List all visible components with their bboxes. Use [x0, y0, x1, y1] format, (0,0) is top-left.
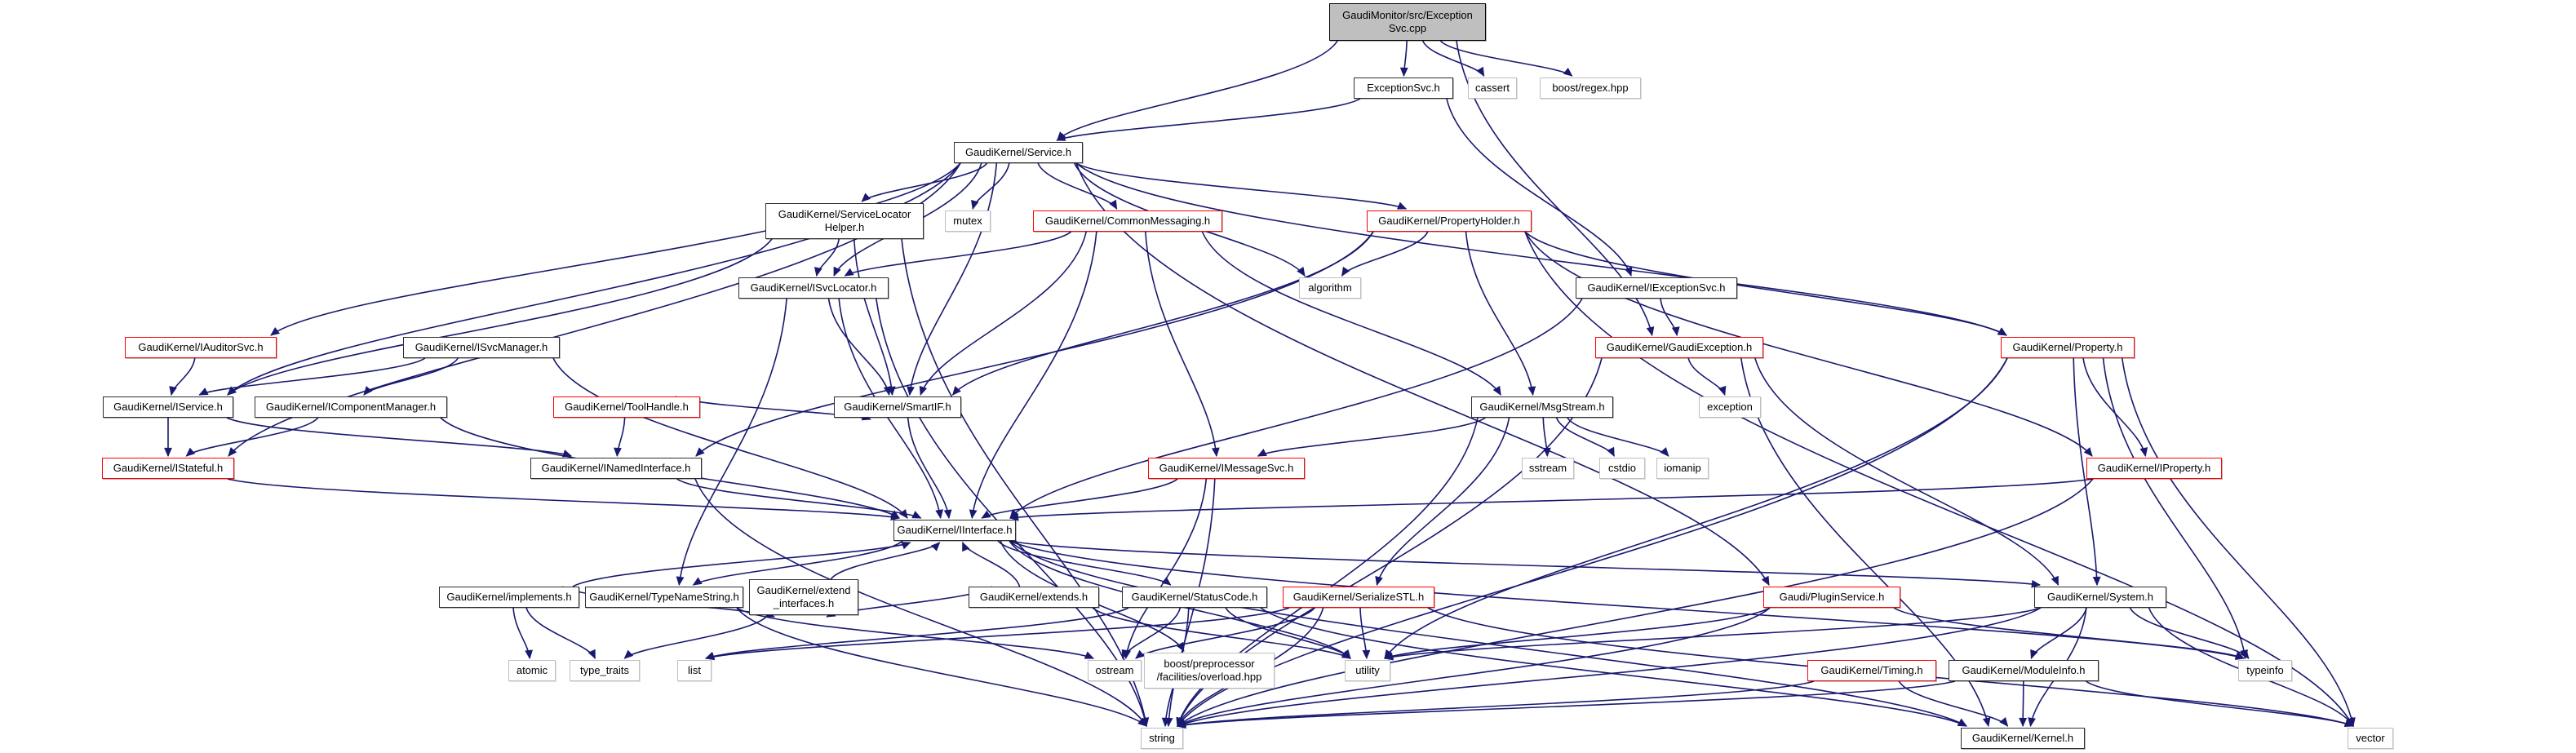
edge-implements-iinterface [573, 543, 910, 587]
node-statuscode[interactable] [1122, 587, 1267, 608]
edge-system-utility [1385, 608, 2041, 658]
node-iomanip [1656, 458, 1709, 479]
node-slh[interactable] [765, 203, 924, 239]
node-label: Svc.cpp [1388, 22, 1427, 34]
node-cassert [1468, 78, 1517, 99]
edge-implements-atomic [513, 608, 530, 658]
node-typeinfo [2238, 660, 2292, 681]
edge-imsgsvc-iinterface [982, 479, 1177, 518]
edge-iinterface-system [1009, 541, 2040, 585]
node-label: GaudiKernel/MsgStream.h [1479, 400, 1605, 413]
edge-main-cassert [1423, 41, 1484, 76]
edge-istateful-iinterface [228, 479, 899, 518]
node-iexcsvc[interactable] [1576, 277, 1737, 299]
node-label: ExceptionSvc.h [1367, 81, 1440, 94]
node-label: cassert [1475, 81, 1510, 94]
node-label: GaudiKernel/IComponentManager.h [265, 400, 437, 413]
node-typetraits [570, 660, 640, 681]
node-label: Gaudi/PluginService.h [1779, 590, 1885, 603]
node-sstream [1522, 458, 1574, 479]
node-label: type_traits [580, 663, 629, 676]
edge-exch-service [1057, 99, 1360, 140]
node-tns[interactable] [585, 587, 743, 608]
node-label: sstream [1528, 461, 1567, 474]
node-label: GaudiKernel/IMessageSvc.h [1159, 461, 1294, 474]
node-algorithm [1299, 277, 1361, 299]
node-string [1141, 728, 1183, 749]
edge-implements-typetraits [526, 608, 595, 658]
node-system[interactable] [2034, 587, 2166, 608]
node-vector [2348, 728, 2393, 749]
node-label: GaudiKernel/IInterface.h [897, 523, 1013, 536]
node-label: GaudiMonitor/src/Exception [1342, 8, 1473, 21]
node-label: GaudiKernel/TypeNameString.h [589, 590, 739, 603]
node-implements[interactable] [439, 587, 579, 608]
node-label: boost/regex.hpp [1552, 81, 1629, 94]
edge-service-commonmsg [1038, 163, 1116, 209]
edge-slh-isvcloc [817, 239, 839, 276]
node-label: GaudiKernel/IAuditorSvc.h [138, 340, 264, 353]
node-smartif[interactable] [834, 396, 961, 418]
node-label: GaudiKernel/IService.h [113, 400, 223, 413]
node-regex [1540, 78, 1641, 99]
node-label: GaudiKernel/System.h [2046, 590, 2154, 603]
node-plugin[interactable] [1763, 587, 1900, 608]
edge-service-iauditor [271, 163, 960, 335]
node-serstl[interactable] [1283, 587, 1434, 608]
node-commonmsg[interactable] [1033, 210, 1222, 232]
node-label: Helper.h [824, 221, 865, 233]
edge-iinterface-statuscode [998, 541, 1171, 585]
edge-isvcloc-tns [679, 299, 787, 585]
node-mutex [945, 210, 991, 232]
node-label: GaudiKernel/StatusCode.h [1131, 590, 1258, 603]
node-istateful[interactable] [102, 458, 234, 479]
edge-slh-iservice [228, 239, 772, 395]
node-property[interactable] [2001, 337, 2135, 358]
node-iprop[interactable] [2086, 458, 2222, 479]
edge-main-service [1057, 41, 1337, 140]
node-iinterface[interactable] [893, 520, 1016, 541]
node-main [1329, 3, 1486, 41]
node-service[interactable] [954, 142, 1083, 163]
node-label: GaudiKernel/IStateful.h [113, 461, 224, 474]
node-imsgsvc[interactable] [1148, 458, 1305, 479]
node-msgstream[interactable] [1471, 396, 1613, 418]
node-label: typeinfo [2246, 663, 2284, 676]
edge-statuscode-ostream [1123, 608, 1181, 658]
edge-isvcmgr-iinterface [553, 358, 907, 518]
node-label: GaudiKernel/INamedInterface.h [541, 461, 691, 474]
edge-modinfo-string [1177, 681, 1955, 726]
edge-service-slh [862, 163, 987, 202]
node-label: ostream [1095, 663, 1134, 676]
node-iservice[interactable] [103, 396, 233, 418]
node-utility [1345, 660, 1390, 681]
node-label: mutex [953, 214, 982, 227]
node-label: iomanip [1664, 461, 1701, 474]
node-label: GaudiKernel/implements.h [446, 590, 572, 603]
edge-main-exch [1404, 41, 1408, 76]
node-propholder[interactable] [1367, 210, 1532, 232]
node-iauditor[interactable] [125, 337, 277, 358]
edge-msgstream-iomanip [1567, 418, 1669, 456]
edge-gaudiexc-system [1755, 358, 2059, 585]
edge-propholder-inamedif [696, 232, 1373, 456]
edge-commonmsg-smartif [920, 232, 1086, 395]
node-label: GaudiKernel/IProperty.h [2097, 461, 2211, 474]
edge-tns-string [737, 608, 1146, 726]
node-label: list [688, 663, 701, 676]
node-label: atomic [516, 663, 548, 676]
node-exch[interactable] [1354, 78, 1453, 99]
node-label: exception [1707, 400, 1753, 413]
edge-slh-string [902, 239, 1146, 726]
node-exception [1699, 396, 1761, 418]
node-label: string [1149, 731, 1175, 744]
edge-commonmsg-iinterface [972, 232, 1097, 518]
node-extif[interactable] [749, 579, 858, 615]
node-label: GaudiKernel/CommonMessaging.h [1044, 214, 1211, 227]
node-label: GaudiKernel/SerializeSTL.h [1292, 590, 1425, 603]
node-label: /facilities/overload.hpp [1156, 671, 1262, 683]
edge-property-typeinfo [2104, 358, 2246, 658]
node-list [677, 660, 712, 681]
node-label: _interfaces.h [773, 597, 835, 609]
node-boostpp [1144, 653, 1275, 689]
node-kernel[interactable] [1961, 728, 2085, 749]
node-extends[interactable] [969, 587, 1099, 608]
edge-property-iprop [2083, 358, 2145, 456]
node-label: GaudiKernel/ISvcLocator.h [750, 281, 877, 294]
node-isvcmgr[interactable] [403, 337, 560, 358]
node-label: GaudiKernel/Kernel.h [1971, 731, 2074, 744]
node-label: GaudiKernel/Property.h [2012, 340, 2123, 353]
node-atomic [508, 660, 556, 681]
edge-extends-utility [1093, 608, 1350, 658]
edge-modinfo-kernel [2023, 681, 2024, 726]
edge-plugin-utility [1385, 608, 1770, 658]
node-label: GaudiKernel/Timing.h [1820, 663, 1923, 676]
node-label: boost/preprocessor [1164, 657, 1255, 670]
node-label: algorithm [1308, 281, 1352, 294]
node-label: GaudiKernel/ToolHandle.h [565, 400, 689, 413]
node-ostream [1088, 660, 1142, 681]
node-label: vector [2356, 731, 2385, 744]
node-label: GaudiKernel/ISvcManager.h [415, 340, 548, 353]
node-label: GaudiKernel/extend [756, 583, 851, 596]
node-label: utility [1355, 663, 1380, 676]
node-label: GaudiKernel/PropertyHolder.h [1378, 214, 1520, 227]
edge-msgstream-cstdio [1557, 418, 1615, 456]
edge-msgstream-imsgsvc [1258, 418, 1486, 456]
node-label: GaudiKernel/extends.h [979, 590, 1088, 603]
edge-propholder-vector [1525, 232, 2353, 726]
edge-commonmsg-msgstream [1202, 232, 1501, 395]
node-isvcloc[interactable] [738, 277, 889, 299]
node-modinfo[interactable] [1949, 660, 2099, 681]
edge-isvcmgr-iservice [199, 358, 424, 395]
node-label: GaudiKernel/IExceptionSvc.h [1587, 281, 1726, 294]
edge-slh-smartif [854, 239, 893, 395]
node-label: GaudiKernel/ModuleInfo.h [1962, 663, 2086, 676]
node-inamedif[interactable] [530, 458, 702, 479]
node-icompmgr[interactable] [255, 396, 447, 418]
node-label: cstdio [1608, 461, 1636, 474]
edge-service-property [1076, 163, 2006, 335]
edge-commonmsg-imsgsvc [1146, 232, 1217, 456]
node-label: GaudiKernel/ServiceLocator [778, 207, 911, 220]
edge-gaudiexc-exception [1688, 358, 1725, 395]
node-label: GaudiKernel/GaudiException.h [1606, 340, 1753, 353]
edge-timing-kernel [1899, 681, 2007, 726]
edge-iauditor-iservice [171, 358, 195, 395]
node-toolhandle[interactable] [553, 396, 700, 418]
node-timing[interactable] [1807, 660, 1936, 681]
edge-toolhandle-inamedif [617, 418, 624, 456]
node-label: GaudiKernel/SmartIF.h [844, 400, 951, 413]
node-cstdio [1599, 458, 1645, 479]
edge-iprop-iinterface [1010, 479, 2093, 518]
edge-msgstream-serstl [1377, 418, 1510, 585]
node-label: GaudiKernel/Service.h [964, 145, 1072, 158]
node-gaudiexc[interactable] [1595, 337, 1763, 358]
